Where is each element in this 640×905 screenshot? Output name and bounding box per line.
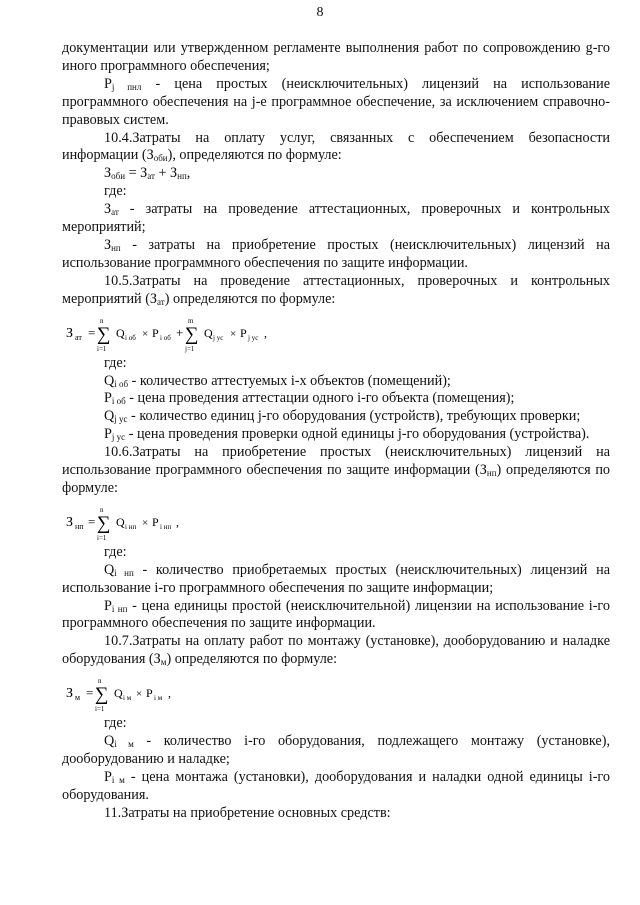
symbol: , [264, 325, 267, 340]
symbol: Q [116, 514, 125, 529]
document-body [62, 40, 610, 823]
symbol: + З [154, 165, 178, 182]
symbol-subscript: i м [154, 694, 163, 703]
symbol: P [104, 390, 112, 407]
paragraph [62, 76, 610, 130]
symbol: + [176, 324, 184, 340]
paragraph-text: - затраты на приобретение простых (неисключительных) лицензий на использование программного обеспечения по защите информации. [62, 236, 610, 271]
symbol-subscript: i нп [114, 567, 134, 578]
formula-svg [66, 504, 226, 540]
symbol: Q [116, 325, 125, 340]
symbol: P [240, 325, 247, 340]
symbol-subscript: оби [153, 153, 168, 164]
paragraph-text: - количество единиц j-го оборудования (устройств), требующих проверки; [127, 408, 581, 425]
paragraph-text: - цена монтажа (установки), дооборудования и наладки одной единицы i-го оборудования. [62, 768, 610, 803]
paragraph-text: ) определяются по формуле: [164, 290, 336, 307]
where-label: где: [104, 183, 127, 200]
sum-upper-limit: n [98, 677, 102, 686]
paragraph-text: 10.7.Затраты на оплату работ по монтажу (установке), дооборудованию и наладке оборудования (З [62, 633, 610, 668]
paragraph-text: ) определяются по формуле: [166, 651, 338, 668]
symbol-subscript: нп [177, 171, 187, 182]
symbol-subscript: i м [114, 739, 134, 750]
sum-lower-limit: j=1 [185, 344, 195, 353]
symbol: З [104, 236, 112, 253]
where-label: где: [104, 354, 127, 371]
paragraph-text: - количество i-го оборудования, подлежащего монтажу (установке), дооборудованию и наладке; [62, 733, 610, 767]
symbol-subscript: ат [147, 171, 155, 182]
symbol: З [66, 325, 74, 341]
symbol-subscript: i м [111, 774, 125, 785]
formula-sum-at [66, 315, 610, 353]
symbol: Q [104, 372, 115, 389]
paragraph-text: - цена единицы простой (неисключительной) лицензии на использование i-го программного обеспечения по защите информации. [62, 597, 610, 632]
paragraph-text: - цена проведения проверки одной единицы j-го оборудования (устройства). [125, 426, 590, 443]
symbol-subscript: j пнл [111, 81, 142, 92]
symbol: P [104, 597, 112, 614]
paragraph [62, 444, 610, 498]
paragraph [62, 633, 610, 669]
paragraph-text: - затраты на проведение аттестационных, проверочных и контрольных мероприятий; [62, 201, 610, 236]
symbol: P [104, 768, 112, 785]
paragraph [62, 201, 610, 237]
symbol: Q [104, 408, 115, 425]
paragraph [62, 598, 610, 634]
paragraph-text: - количество приобретаемых простых (неисключительных) лицензий на использование i-го программного обеспечения по защите информации; [62, 561, 610, 596]
formula-sum-m [66, 675, 610, 714]
formula-svg [66, 315, 326, 351]
formula-simple [62, 165, 610, 183]
paragraph [62, 769, 610, 805]
paragraph [62, 237, 610, 273]
symbol-subscript: i нп [111, 603, 128, 614]
symbol: P [152, 325, 159, 340]
paragraph: 11.Затраты на приобретение основных средств: [104, 804, 391, 821]
symbol: = [86, 685, 94, 701]
symbol-subscript: i нп [125, 522, 137, 531]
sum-lower-limit: i=1 [97, 533, 107, 542]
symbol: З [104, 165, 112, 182]
paragraph: документации или утвержденном регламенте выполнения работ по сопровождению g-го иного программного обеспечения; [62, 40, 610, 74]
symbol: = [88, 324, 96, 340]
symbol: Q [104, 561, 115, 578]
symbol-subscript: нп [111, 242, 121, 253]
symbol: P [152, 514, 159, 529]
symbol-subscript: i об [125, 333, 136, 342]
symbol: Q [114, 686, 123, 701]
symbol: = З [125, 165, 148, 182]
symbol: × [142, 327, 149, 340]
paragraph-text: 10.4.Затраты на оплату услуг, связанных с обеспечением безопасности информации (З [62, 129, 610, 164]
paragraph [62, 130, 610, 166]
sum-sign: ∑ [95, 684, 109, 706]
symbol: P [104, 75, 112, 92]
symbol-subscript: i нп [160, 522, 172, 531]
paragraph-text: ), определяются по формуле: [167, 147, 342, 164]
paragraph-text: - цена простых (неисключительных) лицензий на использование программного обеспечения на j-е программное обеспечение, за исключением справочно-правовых систем. [62, 75, 610, 128]
symbol-subscript: м [160, 657, 167, 668]
paragraph [62, 733, 610, 769]
paragraph-text: 10.5.Затраты на проведение аттестационных, проверочных и контрольных мероприятий (З [62, 272, 610, 307]
symbol-subscript: j ус [114, 414, 128, 425]
symbol: , [168, 686, 171, 701]
formula-sum-np [66, 504, 610, 542]
paragraph [62, 373, 610, 391]
symbol-subscript: i об [111, 396, 126, 407]
symbol-subscript: ат [157, 296, 165, 307]
page-number: 8 [316, 5, 324, 20]
symbol-subscript: м [75, 693, 81, 703]
paragraph-text: - цена проведения аттестации одного i-го объекта (помещения); [125, 390, 515, 407]
symbol-subscript: нп [75, 521, 84, 531]
symbol: , [176, 514, 179, 529]
paragraph [62, 390, 610, 408]
symbol-subscript: j ус [111, 432, 126, 443]
symbol-subscript: i об [114, 378, 129, 389]
symbol: P [104, 426, 112, 443]
symbol-subscript: i м [123, 694, 132, 703]
symbol-subscript: i об [160, 333, 171, 342]
paragraph-text: 10.6.Затраты на приобретение простых (неисключительных) лицензий на использование программного обеспечения по защите информации (З [62, 444, 610, 479]
sum-sign: ∑ [97, 323, 111, 345]
paragraph [62, 426, 610, 444]
symbol: З [66, 514, 74, 530]
symbol-subscript: ат [111, 207, 119, 218]
symbol: З [104, 201, 112, 218]
where-label: где: [104, 715, 127, 732]
paragraph [62, 273, 610, 309]
paragraph-text: - количество аттестуемых i-х объектов (помещений); [128, 372, 451, 389]
sum-lower-limit: i=1 [95, 705, 105, 714]
symbol: = [88, 513, 96, 529]
paragraph [62, 562, 610, 598]
sum-upper-limit: m [188, 316, 194, 325]
symbol-subscript: j ус [213, 333, 224, 342]
formula-svg [66, 675, 226, 714]
symbol: P [146, 686, 153, 701]
paragraph-text: ) определяются по формуле: [62, 462, 611, 496]
symbol-subscript: нп [486, 468, 497, 479]
where-label: где: [104, 543, 127, 560]
symbol: × [230, 327, 237, 340]
symbol: × [136, 688, 143, 701]
symbol-subscript: j ус [248, 333, 259, 342]
symbol: Q [204, 325, 213, 340]
symbol: , [186, 165, 191, 182]
sum-upper-limit: n [100, 316, 104, 325]
symbol: Q [104, 733, 115, 750]
sum-lower-limit: i=1 [97, 344, 107, 353]
symbol-subscript: оби [111, 171, 126, 182]
sum-sign: ∑ [97, 512, 111, 534]
symbol-subscript: ат [75, 332, 82, 342]
paragraph [62, 408, 610, 426]
sum-upper-limit: n [100, 505, 104, 514]
symbol: З [66, 686, 74, 702]
symbol: × [142, 516, 149, 529]
sum-sign: ∑ [185, 323, 199, 345]
